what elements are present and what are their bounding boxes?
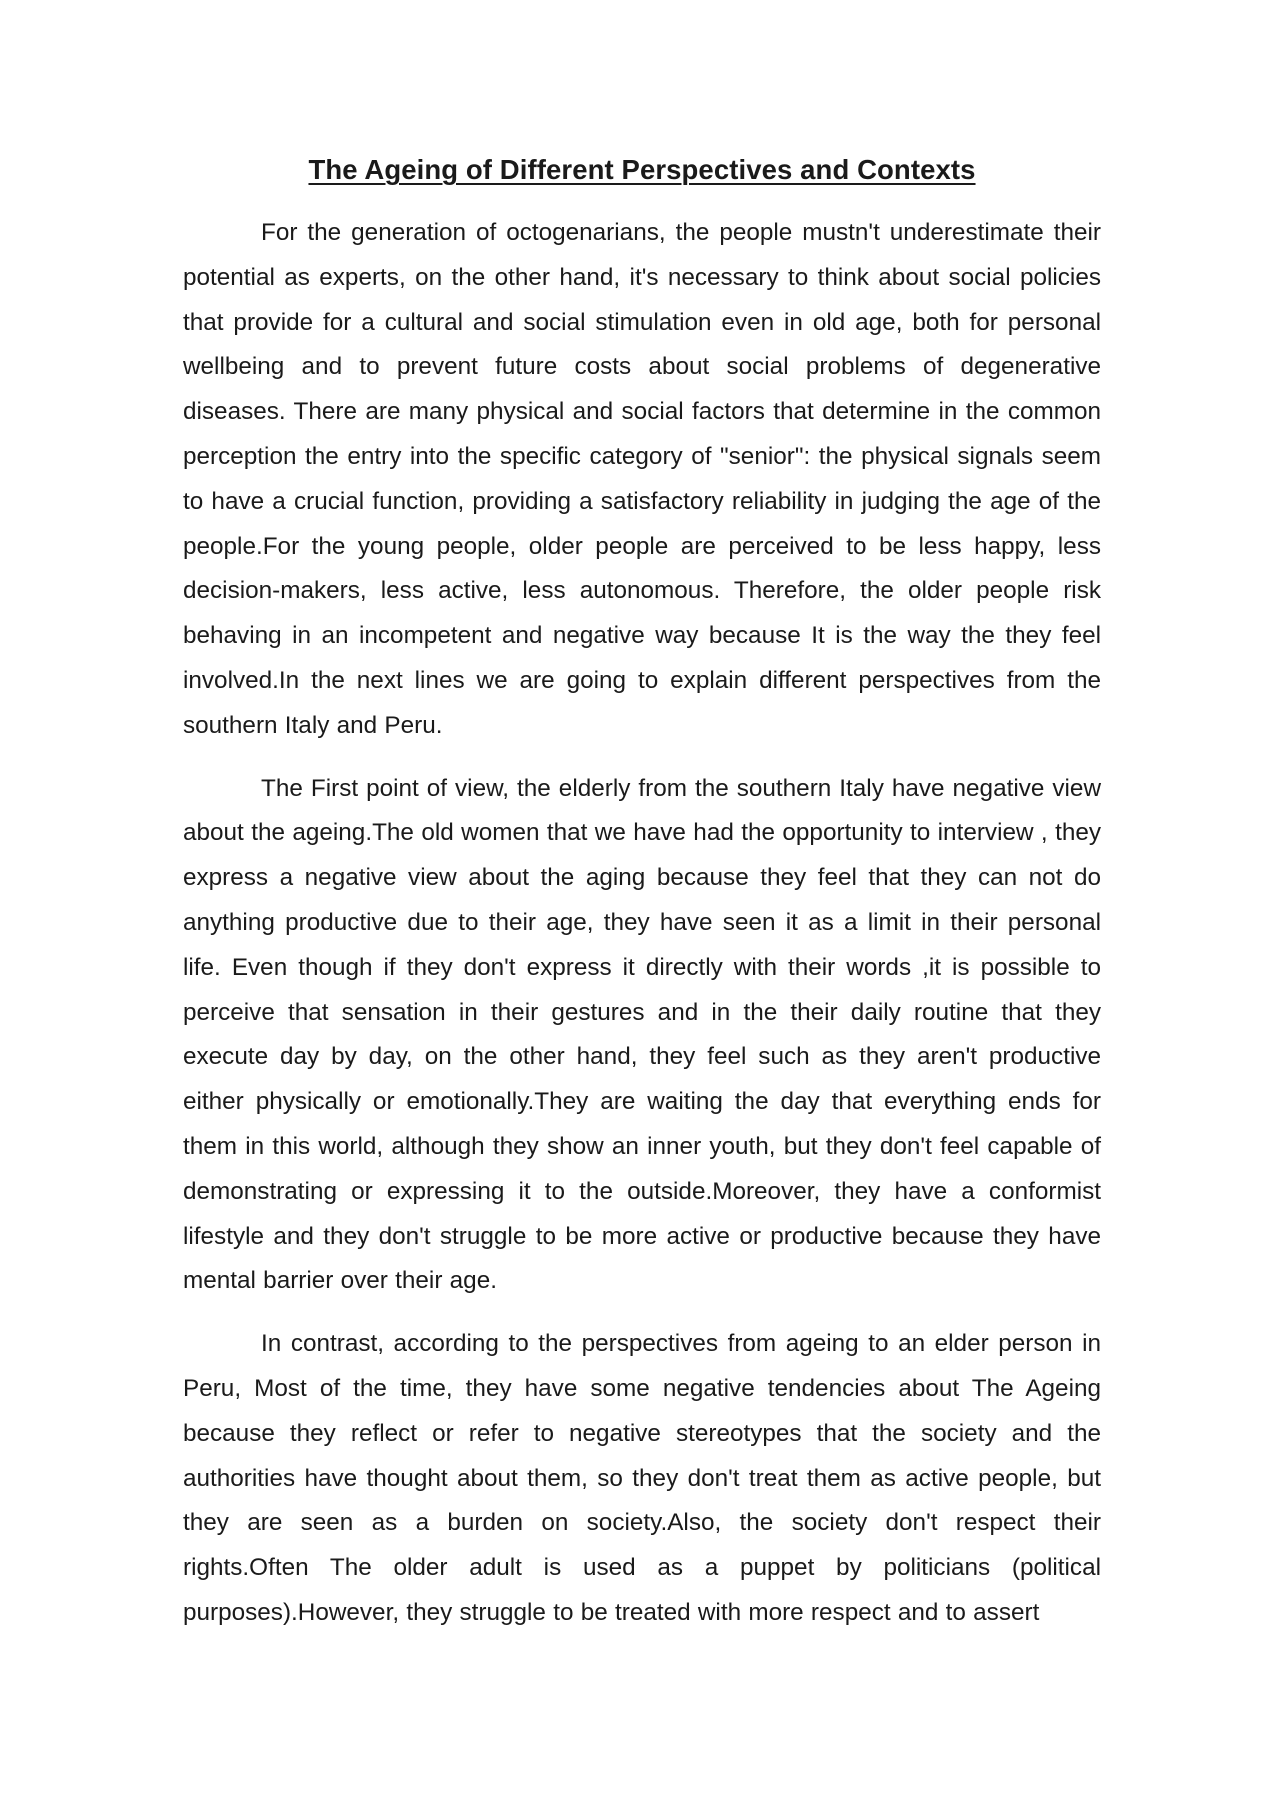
paragraph-peru: In contrast, according to the perspectives from ageing to an elder person in Peru, Most of the time, they have some negative tendencies about The Ageing because they reflect or refer to negative stereotypes that the society and the authorities have thought about them, so they don't treat them as active people, but they are seen as a burden on society.Also, the society don't respect their rights.Often The older adult is used as a puppet by politicians (political purposes).However, they struggle to be treated with more respect and to assert <box>183 1330 1101 1626</box>
paragraph-southern-italy: The First point of view, the elderly from the southern Italy have negative view about the ageing.The old women that we have had the opportunity to interview , they express a negative view about the aging because they feel that they can not do anything productive due to their age, they have seen it as a limit in their personal life. Even though if they don't express it directly with their words ,it is possible to perceive that sensation in their gestures and in the their daily routine that they execute day by day, on the other hand, they feel such as they aren't productive either physically or emotionally.They are waiting the day that everything ends for them in this world, although they show an inner youth, but they don't feel capable of demonstrating or expressing it to the outside.Moreover, they have a conformist lifestyle and they don't struggle to be more active or productive because they have mental barrier over their age. <box>183 774 1101 1295</box>
document-page <box>183 150 1101 1654</box>
document-title: The Ageing of Different Perspectives and Contexts <box>308 154 976 185</box>
paragraph-introduction: For the generation of octogenarians, the people mustn't underestimate their potential as experts, on the other hand, it's necessary to think about social policies that provide for a cultural and social stimulation even in old age, both for personal wellbeing and to prevent future costs about social problems of degenerative diseases. There are many physical and social factors that determine in the common perception the entry into the specific category of "senior": the physical signals seem to have a crucial function, providing a satisfactory reliability in judging the age of the people.For the young people, older people are perceived to be less happy, less decision-makers, less active, less autonomous. Therefore, the older people risk behaving in an incompetent and negative way because It is the way the they feel involved.In the next lines we are going to explain different perspectives from the southern Italy and Peru. <box>183 219 1101 739</box>
